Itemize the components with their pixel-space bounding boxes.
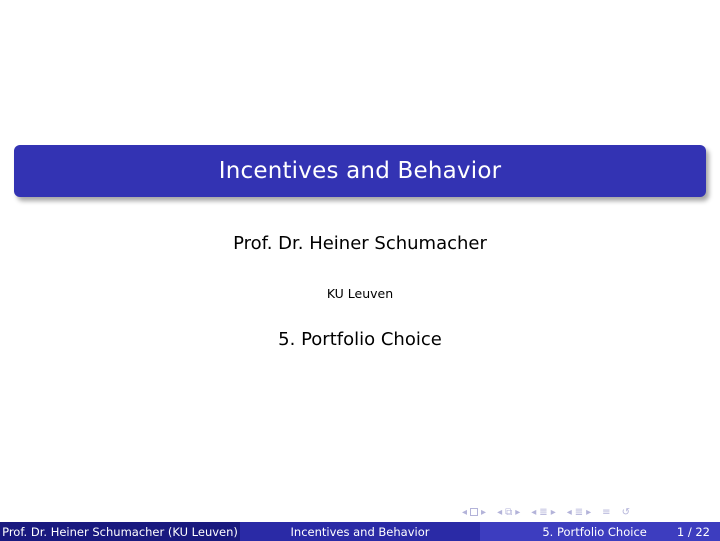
search-icon[interactable]: ↺ [621, 506, 630, 518]
footer-info [480, 522, 720, 541]
section-icon[interactable]: ≣ [539, 506, 548, 518]
navigation-bar [462, 505, 630, 519]
prev-appendix-icon[interactable]: ◂ [566, 506, 572, 518]
slide-subtitle: 5. Portfolio Choice [278, 329, 442, 350]
footer-author [0, 522, 240, 541]
title-box [14, 145, 706, 197]
footer-bar [0, 522, 720, 541]
prev-frame-icon[interactable]: ◂ [462, 506, 468, 518]
appendix-icon[interactable]: ≣ [574, 506, 584, 518]
subsection-icon[interactable]: ⧉ [505, 506, 513, 518]
slide-institute: KU Leuven [326, 286, 394, 301]
slide-title: Incentives and Behavior [218, 158, 502, 184]
next-appendix-icon[interactable]: ▸ [586, 506, 592, 518]
next-section-icon[interactable]: ▸ [550, 506, 556, 518]
footer-author-text: Prof. Dr. Heiner Schumacher (KU Leuven) [2, 524, 238, 539]
footer-title-text: Incentives and Behavior [290, 524, 430, 539]
footer-title [240, 522, 480, 541]
prev-subsection-icon[interactable]: ◂ [497, 506, 503, 518]
align-icon[interactable]: ≡ [602, 506, 611, 518]
footer-page-number: 1 / 22 [676, 524, 710, 539]
prev-section-icon[interactable]: ◂ [531, 506, 537, 518]
frame-icon[interactable] [470, 508, 478, 516]
next-frame-icon[interactable]: ▸ [481, 506, 487, 518]
next-subsection-icon[interactable]: ▸ [515, 506, 521, 518]
slide-author: Prof. Dr. Heiner Schumacher [233, 233, 487, 254]
footer-section: 5. Portfolio Choice [542, 524, 647, 539]
